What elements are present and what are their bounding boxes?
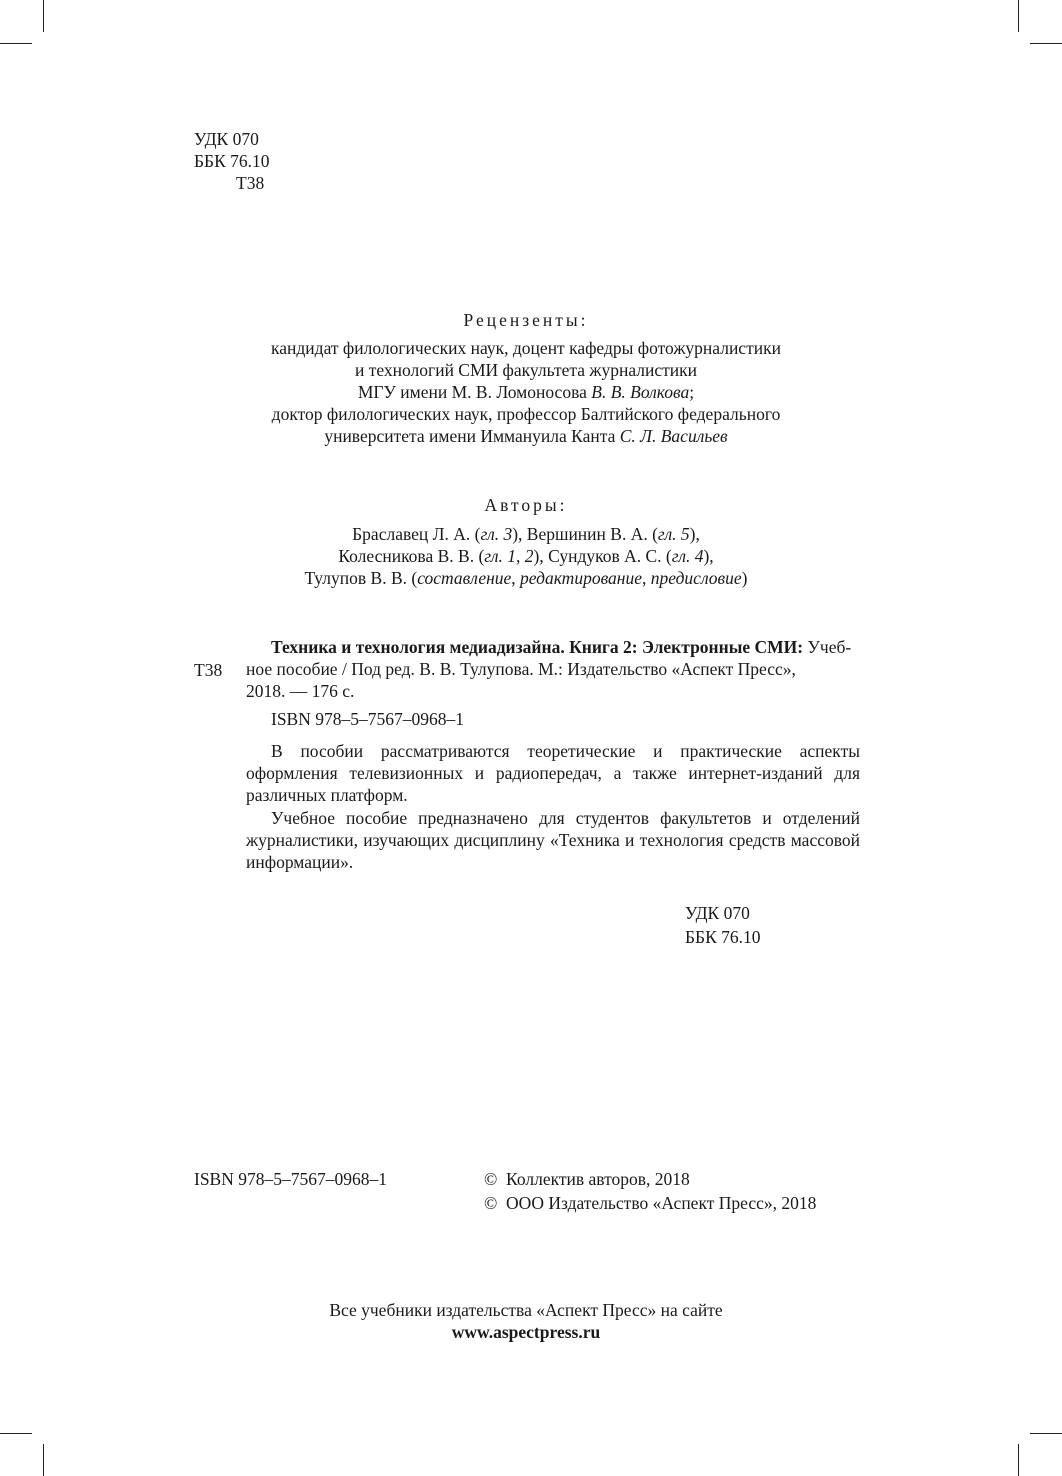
abstract-para2: Учебное пособие предназначено для студентов факультетов и отделений журналистики, изучающих дисциплину «Техника и технология средств массовой информации».: [246, 808, 860, 872]
isbn-bottom: ISBN 978–5–7567–0968–1: [194, 1169, 387, 1189]
classification-block: [194, 128, 270, 194]
author-name: Браславец Л. А.: [352, 524, 471, 544]
author-role: предисловие: [650, 568, 742, 588]
reviewer-1-line3: [226, 381, 826, 403]
reviewer-2-line2: [226, 425, 826, 447]
author-mark: Т38: [236, 173, 265, 193]
author-name: Колесникова В. В.: [338, 546, 475, 566]
bib-isbn: ISBN 978–5–7567–0968–1: [271, 709, 464, 729]
copyright-holder: Коллектив авторов, 2018: [506, 1169, 690, 1189]
copyright-block: [484, 1168, 816, 1214]
reviewers-heading: Рецензенты:: [463, 310, 589, 330]
crop-mark: [1018, 0, 1019, 32]
author-role: гл. 5: [657, 524, 690, 544]
reviewers-block: [226, 337, 826, 447]
bbk-code-bottom: ББК 76.10: [685, 927, 761, 947]
crop-mark: [43, 1444, 44, 1476]
copyright-symbol: ©: [484, 1193, 498, 1213]
footer: [226, 1299, 826, 1343]
author-name: Тулупов В. В.: [304, 568, 407, 588]
crop-mark: [1018, 1444, 1019, 1476]
bib-line2: ное пособие / Под ред. В. В. Тулупова. М.: Издательство «Аспект Пресс»,: [246, 659, 796, 679]
reviewer-1-line2: и технологий СМИ факультета журналистики: [354, 360, 697, 380]
author-role: гл. 3: [480, 524, 513, 544]
author-role: гл. 1, 2: [484, 546, 534, 566]
bib-title-continuation: Учеб-: [807, 637, 852, 657]
reviewer-1-separator: ;: [689, 382, 695, 402]
bib-title: Техника и технология медиадизайна. Книга 2: Электронные СМИ:: [271, 637, 804, 657]
copyright-symbol: ©: [484, 1169, 498, 1189]
udk-code-bottom: УДК 070: [685, 903, 750, 923]
crop-mark: [0, 1433, 32, 1434]
reviewer-2-affiliation: университета имени Иммануила Канта: [324, 426, 616, 446]
reviewer-1-affiliation: МГУ имени М. В. Ломоносова: [357, 382, 587, 402]
reviewer-2-name: С. Л. Васильев: [619, 426, 728, 446]
crop-mark: [1030, 43, 1062, 44]
udk-code: УДК 070: [194, 129, 259, 149]
reviewer-2-line1: доктор филологических наук, профессор Балтийского федерального: [271, 404, 781, 424]
copyright-line1: [484, 1168, 816, 1190]
authors-heading: Авторы:: [484, 495, 568, 515]
authors-line1: Браславец Л. А. (гл. 3), Вершинин В. А. (гл. 5),: [352, 524, 700, 544]
footer-url-text[interactable]: www.aspectpress.ru: [451, 1322, 601, 1342]
classification-bottom: [685, 902, 761, 948]
bib-line1: [246, 636, 860, 658]
author-role: составление: [417, 568, 512, 588]
author-name: Сундуков А. С.: [548, 546, 662, 566]
authors-line3: Тулупов В. В. (составление, редактирование, предисловие): [304, 568, 748, 588]
crop-mark: [1030, 1433, 1062, 1434]
copyright-holder: ООО Издательство «Аспект Пресс», 2018: [506, 1193, 817, 1213]
bbk-code: ББК 76.10: [194, 151, 270, 171]
bib-mark: Т38: [194, 660, 223, 680]
reviewer-1-name: В. В. Волкова: [591, 382, 690, 402]
author-name: Вершинин В. А.: [526, 524, 648, 544]
authors-line2: Колесникова В. В. (гл. 1, 2), Сундуков А. С. (гл. 4),: [338, 546, 714, 566]
bib-line3: 2018. — 176 с.: [246, 681, 355, 701]
reviewer-1-line1: кандидат филологических наук, доцент кафедры фотожурналистики: [271, 338, 781, 358]
authors-block: [226, 523, 826, 589]
footer-text: Все учебники издательства «Аспект Пресс» на сайте: [329, 1300, 723, 1320]
footer-url[interactable]: [226, 1321, 826, 1343]
author-role: гл. 4: [671, 546, 704, 566]
author-role: редактирование: [520, 568, 642, 588]
crop-mark: [0, 43, 32, 44]
bib-record: [246, 636, 860, 702]
copyright-line2: [484, 1192, 816, 1214]
crop-mark: [43, 0, 44, 32]
abstract-para1: В пособии рассматриваются теоретические и практические аспекты оформления телевизионных и радиопередач, а также интернет-изданий для различных платформ.: [246, 741, 860, 805]
